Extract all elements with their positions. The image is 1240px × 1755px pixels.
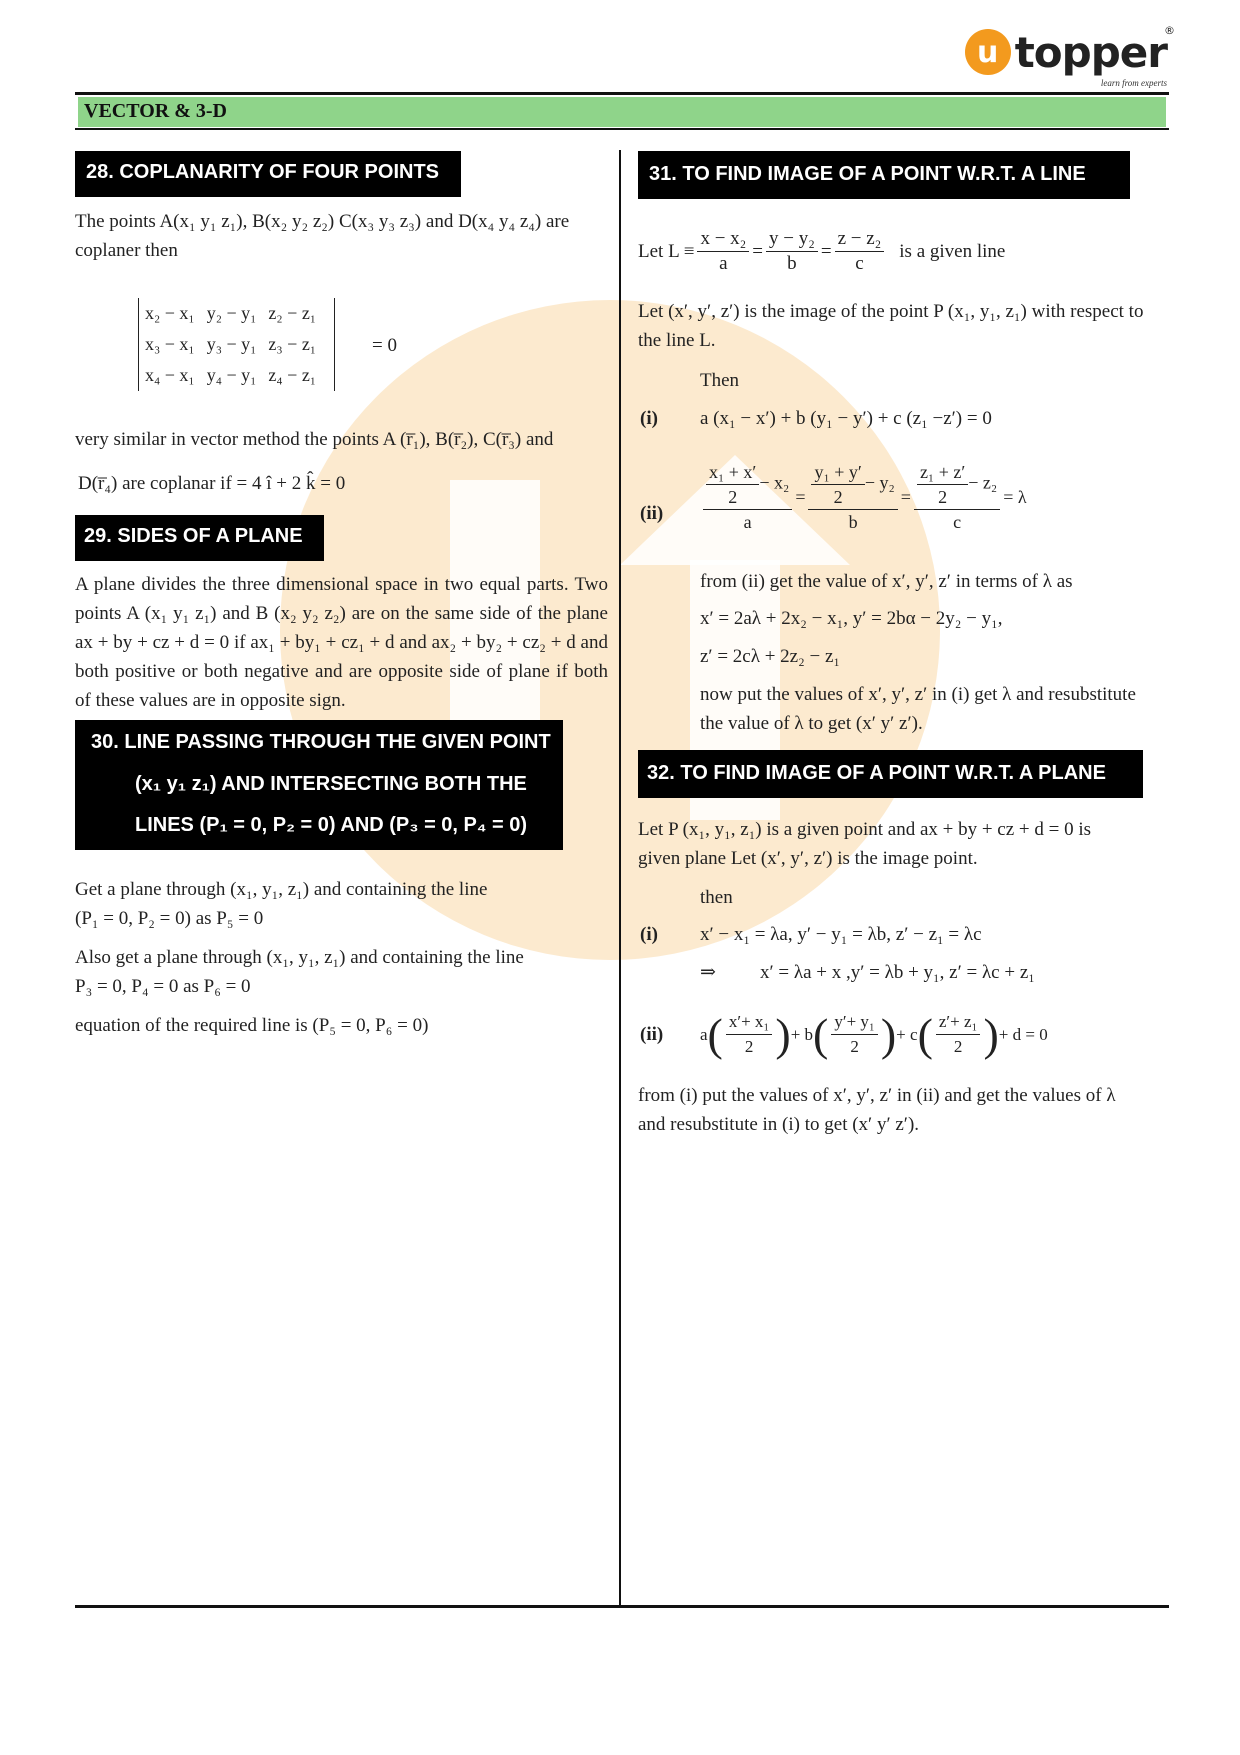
equals-sign: = [820, 240, 832, 262]
fraction-numerator: x − x₂ [697, 227, 749, 252]
coef-c: + c [896, 1024, 918, 1044]
section-32-from-line2: and resubstitute in (i) to get (x′ y′ z′). [638, 1114, 920, 1135]
header-rule-top [75, 92, 1169, 95]
paren-open: ( [813, 1009, 829, 1060]
section-30-title-line3: LINES (P₁ = 0, P₂ = 0) AND (P₃ = 0, P₄ = 0) [135, 814, 527, 836]
section-30-title-line1: 30. LINE PASSING THROUGH THE GIVEN POINT [91, 731, 551, 753]
section-28-vector-line2: D(r̅₄) are coplanar if = 4 î + 2 k̂ = 0 [78, 473, 346, 494]
paren-open: ( [917, 1009, 933, 1060]
coef-a: a [700, 1024, 708, 1044]
matrix-cell: y₃ − y₁ [206, 334, 257, 354]
section-31-label-i: (i) [640, 408, 658, 429]
section-32-heading [638, 750, 1143, 798]
section-30-para2 [75, 943, 615, 1001]
footer-rule [75, 1605, 1169, 1608]
compound-denominator: b [848, 512, 858, 532]
section-30-para2-line2: P₃ = 0, P₄ = 0 as P₆ = 0 [75, 976, 251, 997]
section-31-now [700, 680, 1180, 738]
inner-denominator: 2 [728, 487, 738, 507]
given-line-text: is a given line [899, 240, 1006, 262]
fraction-numerator: z′+ z₁ [936, 1010, 981, 1035]
matrix-equals-zero: = 0 [372, 335, 397, 356]
inner-numerator: y₁ + y′ [811, 460, 864, 485]
paren-close: ) [880, 1009, 897, 1060]
section-30-para2-line1: Also get a plane through (x₁, y₁, z₁) and containing the line [75, 947, 524, 968]
matrix-cell: y₂ − y₁ [206, 303, 257, 323]
section-28-intro [75, 207, 615, 265]
section-32-let [638, 815, 1178, 873]
logo-word: topper [1014, 27, 1167, 77]
compound-numerator [914, 460, 1000, 510]
section-31-image-text [638, 297, 1178, 355]
equals-sign: = [752, 240, 763, 262]
fraction-numerator: x′+ x₁ [726, 1010, 772, 1035]
section-32-eq-ii [700, 1008, 1048, 1061]
compound-fraction-z [914, 460, 1000, 534]
compound-numerator [703, 460, 792, 510]
section-31-now-line2: the value of λ to get (x′ y′ z′). [700, 713, 923, 734]
chapter-banner [78, 97, 1166, 127]
matrix-cell: z₃ − z₁ [268, 334, 317, 354]
paren-close: ) [775, 1009, 791, 1060]
section-31-image-line2: the line L. [638, 330, 716, 351]
matrix-cell: z₄ − z₁ [268, 365, 317, 385]
compound-denominator: a [743, 512, 752, 532]
matrix-row [145, 360, 328, 391]
section-30-heading [75, 720, 563, 850]
section-31-xprime: x′ = 2aλ + 2x₂ − x₁, y′ = 2bα − 2y₂ − y₁, [700, 608, 1003, 629]
section-31-from-ii: from (ii) get the value of x′, y′, z′ in terms of λ as [700, 571, 1073, 592]
fraction-y-avg [831, 1010, 877, 1059]
section-32-eq-i2: x′ = λa + x ,y′ = λb + y₁, z′ = λc + z₁ [760, 962, 1035, 983]
inner-fraction [706, 460, 759, 509]
section-30-para1-line1: Get a plane through (x₁, y₁, z₁) and containing the line [75, 879, 488, 900]
compound-denominator: c [953, 512, 962, 532]
section-32-eq-i: x′ − x₁ = λa, y′ − y₁ = λb, z′ − z₁ = λc [700, 924, 982, 945]
fraction-z-avg [936, 1010, 981, 1059]
let-l-label: Let L ≡ [638, 240, 695, 262]
section-32-from [638, 1081, 1178, 1139]
inner-numerator: z₁ + z′ [917, 460, 968, 485]
section-30-para1-line2: (P₁ = 0, P₂ = 0) as P₅ = 0 [75, 908, 264, 929]
equals-sign: = [795, 486, 806, 507]
fraction-x-avg [726, 1010, 772, 1059]
section-32-from-line1: from (i) put the values of x′, y′, z′ in (ii) and get the values of λ [638, 1085, 1116, 1106]
minus-term: − x₂ [759, 472, 790, 493]
logo-registered: ® [1164, 24, 1175, 37]
line-equation [638, 227, 1005, 276]
section-32-let-line1: Let P (x₁, y₁, z₁) is a given point and ax + by + cz + d = 0 is [638, 819, 1092, 840]
coef-b: + b [790, 1024, 814, 1044]
fraction-denominator: b [787, 253, 797, 274]
section-32-label-ii: (ii) [640, 1024, 664, 1045]
fraction-denominator: c [855, 253, 864, 274]
inner-fraction [811, 460, 864, 509]
section-29-heading [75, 515, 324, 561]
fraction-z [835, 227, 885, 276]
chapter-title: VECTOR & 3-D [84, 100, 227, 122]
section-28-intro-line2: coplaner then [75, 240, 178, 261]
section-29-title: 29. SIDES OF A PLANE [84, 525, 303, 547]
section-32-let-line2: given plane Let (x′, y′, z′) is the image point. [638, 848, 978, 869]
section-30-para3: equation of the required line is (P₅ = 0, P₆ = 0) [75, 1015, 429, 1036]
compound-fraction-x [703, 460, 792, 534]
section-31-then: Then [700, 370, 740, 391]
fraction-denominator: 2 [953, 1037, 963, 1056]
matrix-cell: x₂ − x₁ [145, 303, 195, 323]
section-28-vector-line1: very similar in vector method the points A (r̅₁), B(r̅₂), C(r̅₃) and [75, 429, 554, 450]
section-29-body: A plane divides the three dimensional space in two equal parts. Two points A (x₁ y₁ z₁) and B (x₂ y₂ z₂) are on the same side of the plane ax + by + cz + d = 0 if ax₁ + by₁ + cz₁ + d and ax₂ + by₂ + cz₂ + d and both positive or both negative and are opposite side of plane if both of these values are in opposite sign. [75, 574, 608, 711]
inner-numerator: x₁ + x′ [706, 460, 759, 485]
logo-mark: u [965, 29, 1011, 75]
section-31-now-line1: now put the values of x′, y′, z′ in (i) get λ and resubstitute [700, 684, 1136, 705]
matrix-cell: x₃ − x₁ [145, 334, 195, 354]
section-32-then: then [700, 887, 733, 908]
matrix-row [145, 298, 328, 329]
equals-sign: = [900, 486, 911, 507]
section-30-para1 [75, 875, 615, 933]
fraction-denominator: 2 [850, 1037, 859, 1056]
topper-logo [965, 22, 1175, 88]
section-31-title: 31. TO FIND IMAGE OF A POINT W.R.T. A LINE [649, 163, 1086, 185]
inner-denominator: 2 [833, 487, 843, 507]
fraction-numerator: z − z₂ [835, 227, 885, 252]
section-32-title: 32. TO FIND IMAGE OF A POINT W.R.T. A PLANE [647, 762, 1106, 784]
header-rule-bottom [75, 128, 1169, 130]
section-31-heading [638, 151, 1130, 199]
compound-numerator [808, 460, 897, 510]
determinant-matrix [138, 298, 335, 391]
section-30-title-line2: (x₁ y₁ z₁) AND INTERSECTING BOTH THE [135, 773, 527, 795]
fraction-y [766, 227, 818, 276]
column-divider [619, 150, 621, 1605]
compound-fraction-y [808, 460, 897, 534]
fraction-denominator: a [719, 253, 728, 274]
logo-tagline: learn from experts [1100, 78, 1167, 88]
section-28-title: 28. COPLANARITY OF FOUR POINTS [86, 161, 439, 183]
inner-fraction [917, 460, 968, 509]
section-28-heading [75, 151, 461, 197]
plus-d-equals-zero: + d = 0 [998, 1024, 1048, 1044]
section-31-image-line1: Let (x′, y′, z′) is the image of the point P (x₁, y₁, z₁) with respect to [638, 301, 1144, 322]
paren-open: ( [707, 1009, 723, 1060]
minus-term: − z₂ [968, 472, 998, 493]
fraction-numerator: y − y₂ [766, 227, 818, 252]
section-28-intro-line1: The points A(x₁ y₁ z₁), B(x₂ y₂ z₂) C(x₃ y₃ z₃) and D(x₄ y₄ z₄) are [75, 211, 570, 232]
implies-arrow: ⇒ [700, 962, 716, 983]
section-32-label-i: (i) [640, 924, 658, 945]
matrix-row [145, 329, 328, 360]
minus-term: − y₂ [864, 472, 895, 493]
fraction-denominator: 2 [744, 1037, 754, 1056]
section-31-eq-i: a (x₁ − x′) + b (y₁ − y′) + c (z₁ −z′) = 0 [700, 408, 992, 429]
inner-denominator: 2 [938, 487, 948, 507]
matrix-cell: z₂ − z₁ [268, 303, 317, 323]
fraction-x [697, 227, 749, 276]
equals-lambda: = λ [1003, 486, 1027, 507]
matrix-cell: x₄ − x₁ [145, 365, 195, 385]
fraction-numerator: y′+ y₁ [831, 1010, 877, 1035]
section-31-label-ii: (ii) [640, 503, 664, 524]
section-31-zprime: z′ = 2cλ + 2z₂ − z₁ [700, 646, 840, 667]
matrix-cell: y₄ − y₁ [206, 365, 257, 385]
section-31-eq-ii [700, 460, 1027, 534]
paren-close: ) [983, 1009, 999, 1060]
